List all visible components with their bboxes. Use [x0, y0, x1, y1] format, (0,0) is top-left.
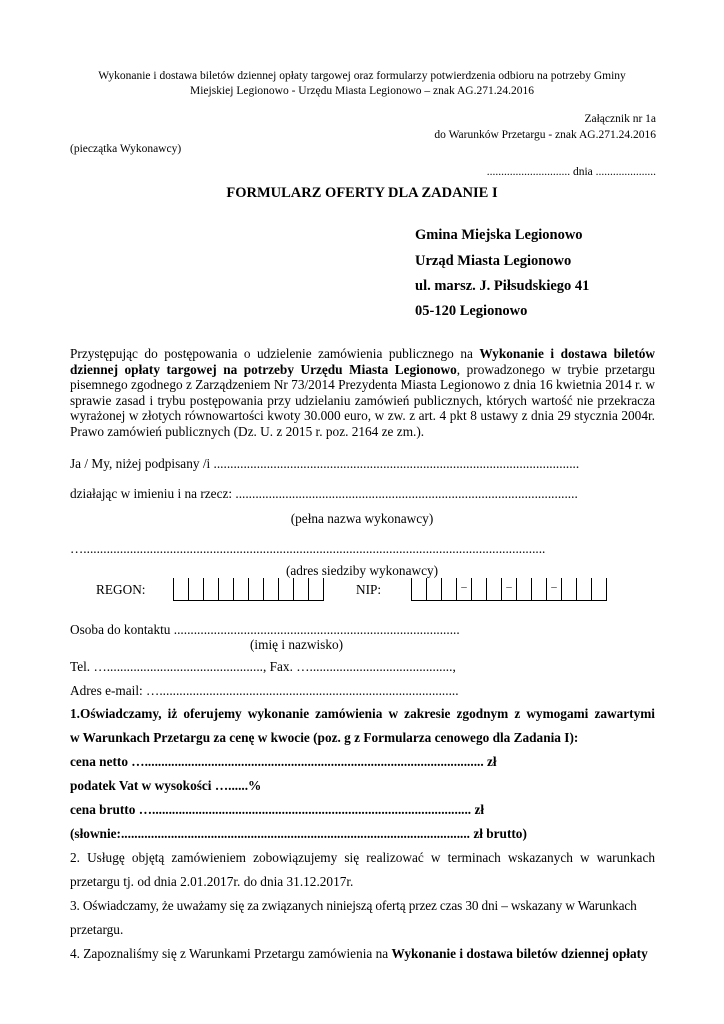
section4-text-bold: Wykonanie i dostawa biletów dziennej opłaty: [391, 946, 648, 961]
nip-cell[interactable]: [441, 578, 456, 600]
header-line-1: Wykonanie i dostawa biletów dziennej opłaty targowej oraz formularzy potwierdzenia odbioru na potrzeby Gminy: [98, 70, 626, 82]
section4-line-1: [70, 946, 648, 962]
section3-line-2: przetargu.: [70, 922, 124, 937]
recipient-line-4: 05-120 Legionowo: [415, 303, 528, 319]
section3-line-1: 3. Oświadczamy, że uważamy się za związanych niniejszą ofertą przez czas 30 dni – wskazany w Warunkach: [70, 898, 637, 913]
nip-cell[interactable]: [516, 578, 531, 600]
section1-line-1: 1.Oświadczamy, iż oferujemy wykonanie zamówienia w zakresie zgodnym z wymogami zawartymi: [70, 706, 655, 721]
form-title: FORMULARZ OFERTY DLA ZADANIE I: [226, 185, 498, 201]
document-header: [60, 69, 664, 99]
stamp-label: (pieczątka Wykonawcy): [70, 143, 182, 155]
full-name-caption: (pełna nazwa wykonawcy): [290, 511, 434, 526]
regon-cell[interactable]: [188, 578, 203, 600]
regon-cell[interactable]: [308, 578, 324, 600]
intro-paragraph: [70, 346, 655, 439]
regon-cell[interactable]: [203, 578, 218, 600]
nip-cell[interactable]: [471, 578, 486, 600]
nip-cell[interactable]: [591, 578, 607, 600]
address-field[interactable]: …...........................................................................................................................................: [70, 541, 546, 556]
address-caption: (adres siedziby wykonawcy): [285, 563, 439, 578]
regon-label: REGON:: [96, 582, 146, 597]
section2-line-2: przetargu tj. od dnia 2.01.2017r. do dnia 31.12.2017r.: [70, 874, 354, 889]
nip-cell[interactable]: [531, 578, 546, 600]
acting-on-behalf-field[interactable]: działając w imieniu i na rzecz: .......................................................................................................: [70, 486, 578, 501]
regon-cell[interactable]: [293, 578, 308, 600]
tel-fax-field[interactable]: Tel. …..............................................., Fax. …...........................................,: [70, 659, 456, 674]
nip-separator: –: [456, 578, 471, 600]
section2-line-1: 2. Usługę objętą zamówieniem zobowiązujemy się realizować w terminach wskazanych w warunkach: [70, 850, 655, 865]
nip-separator: –: [546, 578, 561, 600]
nip-separator: –: [501, 578, 516, 600]
contact-person-field[interactable]: Osoba do kontaktu ......................................................................................: [70, 622, 460, 637]
gross-price-field[interactable]: cena brutto …................................................................................................ zł: [70, 802, 485, 817]
regon-cell[interactable]: [263, 578, 278, 600]
regon-cell[interactable]: [278, 578, 293, 600]
recipient-line-2: Urząd Miasta Legionowo: [415, 253, 572, 269]
regon-cell[interactable]: [173, 578, 188, 600]
annex-line-1: Załącznik nr 1a: [584, 113, 656, 125]
nip-cell[interactable]: [561, 578, 576, 600]
annex-note: [434, 111, 656, 143]
regon-cell[interactable]: [248, 578, 263, 600]
intro-text-1: Przystępując do postępowania o udzielenie zamówienia publicznego na: [70, 346, 480, 361]
intro-text-bold: Wykonanie i dostawa biletów dziennej opłaty targowej na potrzeby Urzędu Miasta Legionowo: [70, 346, 655, 377]
nip-label: NIP:: [356, 582, 382, 597]
nip-cell[interactable]: [576, 578, 591, 600]
recipient-line-3: ul. marsz. J. Piłsudskiego 41: [415, 278, 590, 294]
intro-text-2: , prowadzonego w trybie przetargu pisemnego zgodnego z Zarządzeniem Nr 73/2014 Prezydenta Miasta Legionowo z dnia 16 kwietnia 2014 r. w sprawie zasad i trybu postępowania przy udzielaniu zamówień publicznych, których wartość nie przekracza wyrażonej w złotych równowartości kwoty 30.000 euro, w zw. z art. 4 pkt 8 ustawy z dnia 29 stycznia 2004r. Prawo zamówień publicznych (Dz. U. z 2015 r. poz. 2164 ze zm.).: [70, 361, 655, 439]
nip-grid[interactable]: [411, 578, 607, 601]
regon-cell[interactable]: [233, 578, 248, 600]
regon-grid[interactable]: [173, 578, 324, 601]
nip-cell[interactable]: [426, 578, 441, 600]
email-field[interactable]: Adres e-mail: …..........................................................................................: [70, 683, 459, 698]
annex-line-2: do Warunków Przetargu - znak AG.271.24.2016: [434, 129, 656, 141]
date-line: ............................. dnia .....................: [486, 166, 656, 178]
section1-line-2: w Warunkach Przetargu za cenę w kwocie (poz. g z Formularza cenowego dla Zadania I):: [70, 730, 579, 745]
vat-rate-field[interactable]: podatek Vat w wysokości …......%: [70, 778, 262, 793]
nip-cell[interactable]: [486, 578, 501, 600]
net-price-field[interactable]: cena netto …...................................................................................................... zł: [70, 754, 497, 769]
header-line-2: Miejskiej Legionowo - Urzędu Miasta Legionowo – znak AG.271.24.2016: [190, 85, 534, 97]
contact-caption: (imię i nazwisko): [250, 637, 344, 652]
price-in-words-field[interactable]: (słownie:......................................................................................................... zł brutto): [70, 826, 527, 841]
nip-cell[interactable]: [411, 578, 426, 600]
regon-cell[interactable]: [218, 578, 233, 600]
recipient-line-1: Gmina Miejska Legionowo: [415, 227, 583, 243]
section4-text: 4. Zapoznaliśmy się z Warunkami Przetargu zamówienia na: [70, 946, 392, 961]
signed-field[interactable]: Ja / My, niżej podpisany /i ..............................................................................................................: [70, 456, 580, 471]
